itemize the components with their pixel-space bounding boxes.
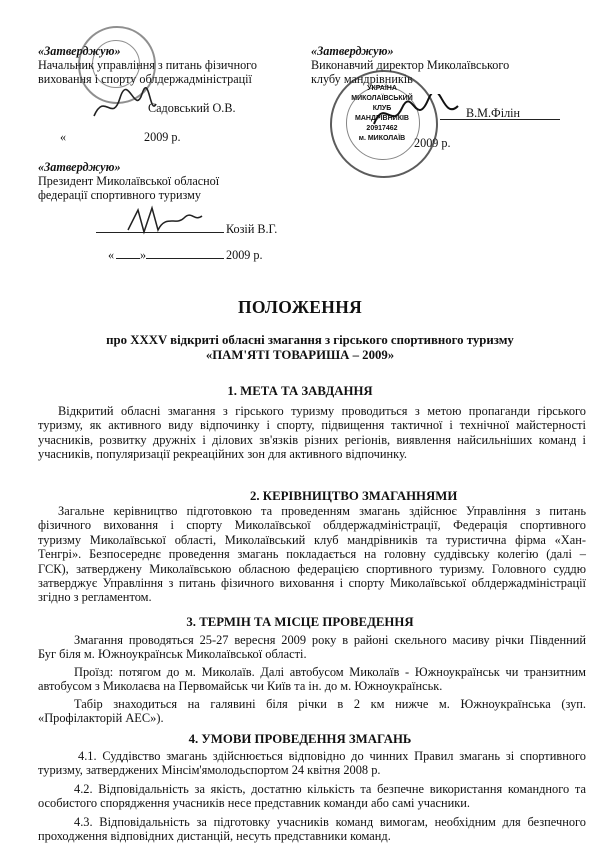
text-line: 4.2. Відповідальність за якість, достатню кількість та безпечне використання командного та (74, 781, 586, 796)
text-line: 4.3. Відповідальність за підготовку учасників команд вимогам, необхідним для безпечного (74, 814, 586, 829)
section-heading: 2. КЕРІВНИЦТВО ЗМАГАННЯМИ (250, 489, 458, 503)
text-line: Проїзд: потягом до м. Миколаїв. Далі автобусом Миколаїв - Южноукраїнськ чи транзитним (74, 664, 586, 679)
section-heading: 3. ТЕРМІН ТА МІСЦЕ ПРОВЕДЕННЯ (186, 615, 414, 629)
approval-position-line: федерації спортивного туризму (38, 188, 201, 202)
text-line: автобусом з Миколаєва на Первомайськ чи Київ та ін. до м. Южноукраїнськ. (38, 679, 443, 694)
signature-right (372, 94, 462, 134)
section-heading: 4. УМОВИ ПРОВЕДЕННЯ ЗМАГАНЬ (188, 732, 412, 746)
approval-date-close: » (140, 248, 147, 262)
approval-date-year: 2009 р. (144, 130, 181, 144)
section-body (38, 749, 586, 843)
text-line: туризму Миколаївської області, Миколаївський клуб мандрівників та туристична фірма «Хан- (38, 532, 586, 547)
text-line: учасників, популяризації рекреаційних зон для активного відпочинку. (38, 447, 408, 462)
date-day-line (116, 258, 140, 259)
text-line: Відкритий обласні змагання з гірського туризму проводиться з метою пропаганди гірського (58, 404, 586, 418)
text-line: Табір знаходиться на галявині біля річки в 2 км нижче м. Южноукраїнська (зуп. (74, 696, 586, 711)
approval-date-open: « (60, 130, 67, 144)
seal-text: КЛУБ (372, 105, 392, 112)
document-subtitle: про XXXV відкриті обласні змагання з гірського спортивного туризму (106, 333, 514, 347)
text-line: туризму, затверджених Мінсім'ямолодьспортом 24 квітня 2008 р. (38, 763, 381, 778)
approval-label: «Затверджую» (38, 160, 121, 174)
date-month-line (146, 258, 224, 259)
text-line: проходження відповідних дистанцій, несуть представники команд. (38, 829, 391, 844)
approval-position-line: Президент Миколаївської обласної (38, 174, 220, 188)
approval-position-line: клубу мандрівників (311, 72, 413, 86)
text-line: «Профілакторій АЕС»). (38, 711, 164, 726)
document-title: ПОЛОЖЕННЯ (237, 297, 363, 317)
approval-signer-name: Козій В.Г. (226, 222, 278, 236)
approval-signer-name: В.М.Філін (466, 106, 521, 120)
text-line: Тенгрі». Безпосереднє проведення змагань покладається на головну суддівську колегію (далі – (38, 547, 586, 562)
signature-left (90, 86, 160, 126)
approval-label: «Затверджую» (311, 44, 394, 58)
approval-position-line: Виконавчий директор Миколаївського (311, 58, 510, 72)
approval-label: «Затверджую» (38, 44, 121, 58)
seal-text: УКРАЇНА (367, 85, 397, 92)
approval-date-year: 2009 р. (414, 136, 451, 150)
approval-signer-name: Садовський О.В. (148, 101, 236, 115)
section-body (38, 504, 586, 605)
text-line: Загальне керівництво підготовкою та проведенням змагань здійснює Управління з питань (58, 504, 586, 518)
seal-text: 20917462 (366, 125, 398, 132)
text-line: ГСК), затверджену Миколаївською обласною федерацією спортивного туризму. Головного суддю (38, 561, 586, 576)
approval-position-line: виховання і спорту облдержадміністрації (38, 72, 252, 86)
text-line: учасників, розвитку дружніх і ділових зв'язків різних регіонів, виявлення найсильніших команд і (38, 432, 586, 447)
seal-text: МИКОЛАЇВСЬКИЙ (351, 95, 413, 102)
text-line: Змагання проводяться 25-27 вересня 2009 року в районі скельного масиву річки Південний (74, 633, 586, 647)
approval-date-open: « (108, 248, 115, 262)
text-line: затверджує Управління з питань фізичного виховання і спорту Миколаївської облдержадміністрації (38, 576, 586, 591)
approval-position-line: Начальник управління з питань фізичного (38, 58, 257, 72)
text-line: Буг біля м. Южноукраїнськ Миколаївської області. (38, 647, 307, 662)
section-body (38, 633, 586, 725)
text-line: згідно з регламентом. (38, 590, 152, 605)
signature-left-2 (124, 204, 204, 238)
document-subtitle-event: «ПАМ'ЯТІ ТОВАРИША – 2009» (205, 348, 395, 362)
text-line: 4.1. Суддівство змагань здійснюється відповідно до чинних Правил змагань зі спортивного (78, 749, 586, 763)
approval-date-year: 2009 р. (226, 248, 263, 262)
section-body (38, 404, 586, 462)
seal-text: м. МИКОЛАЇВ (358, 135, 406, 142)
text-line: фізичного виховання і спорту Миколаївської облдержадміністрації, Федерація спортивного (38, 518, 586, 533)
text-line: особистого спорядження учасників несе представник команди або самі учасники. (38, 796, 471, 811)
seal-text: МАНДРІВНИКІВ (355, 115, 409, 122)
section-heading: 1. МЕТА ТА ЗАВДАННЯ (227, 384, 373, 398)
text-line: туризму, як активного виду відпочинку і спорту, підвищення тактичної і технічної майстерності (38, 418, 586, 433)
